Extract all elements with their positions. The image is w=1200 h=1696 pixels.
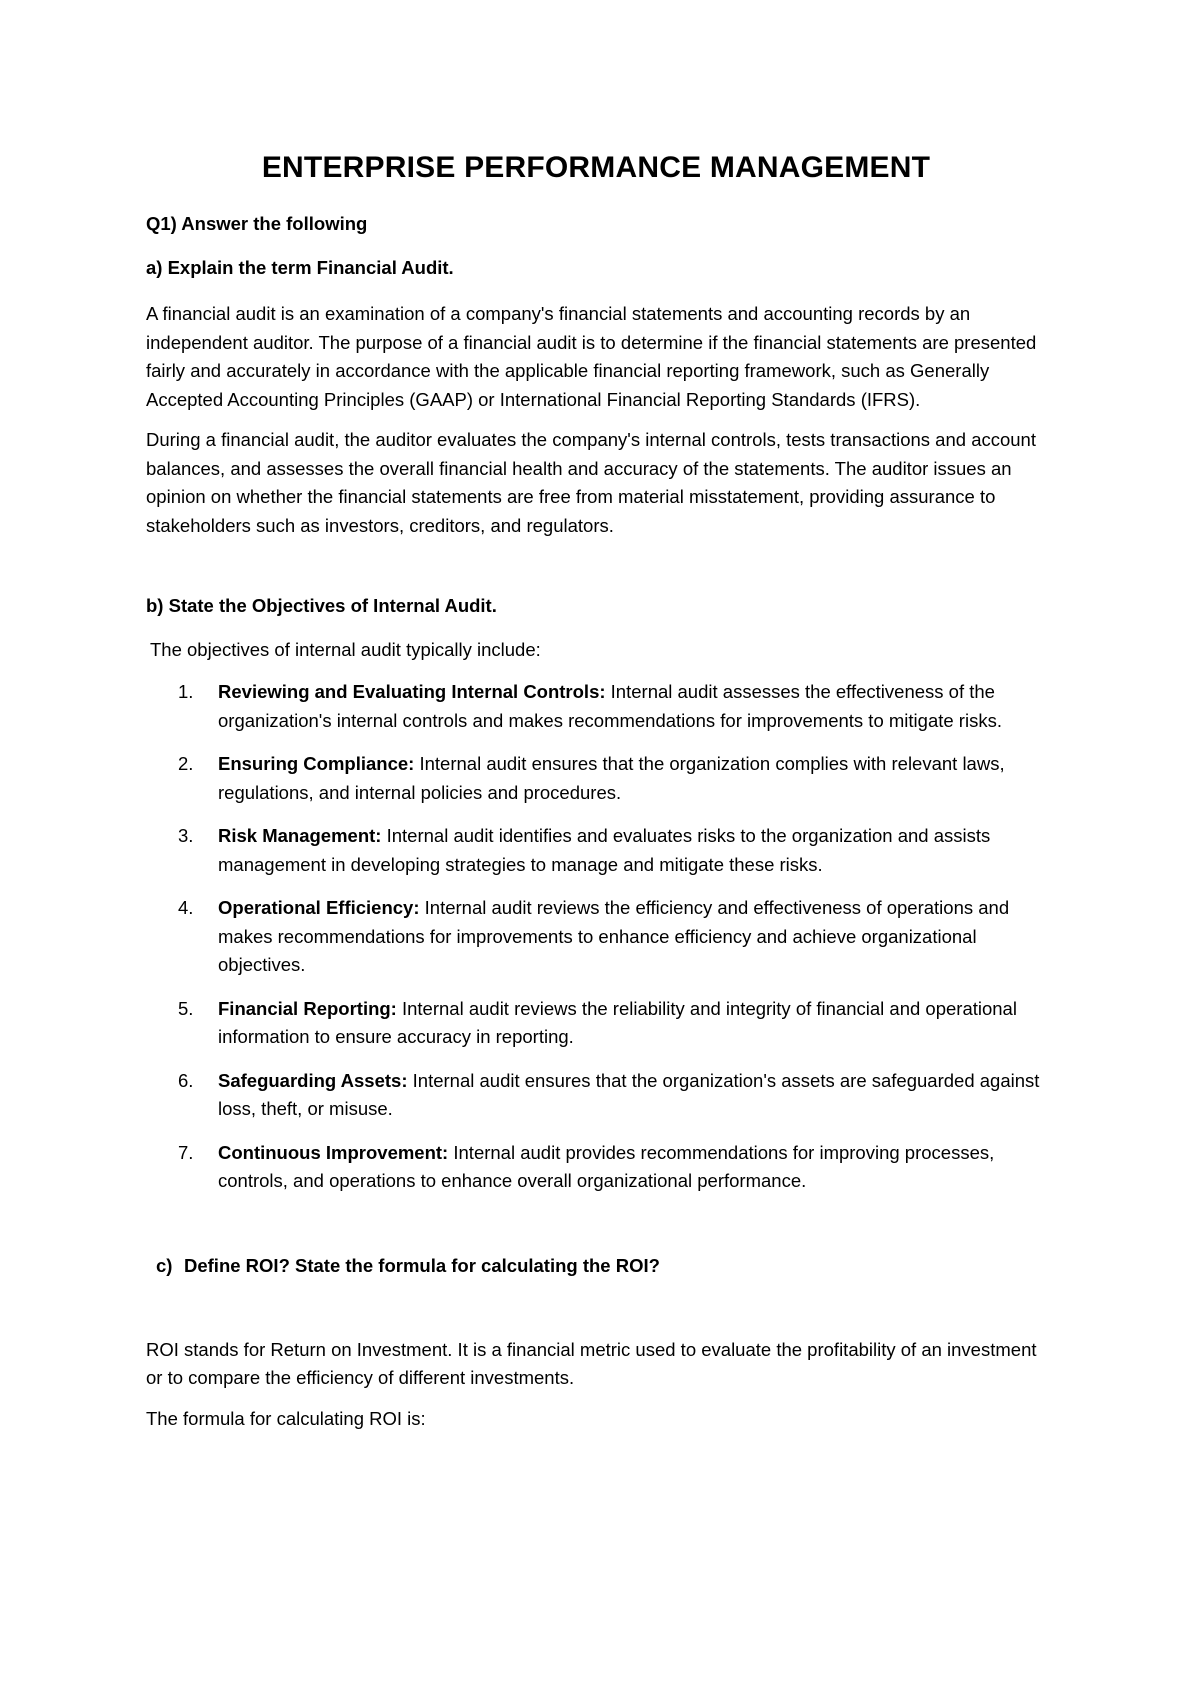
objective-text: Internal audit ensures that the organization complies with relevant laws, regulations, and internal policies and procedures. xyxy=(218,753,1005,803)
objective-item xyxy=(146,678,1046,735)
objective-text: Internal audit ensures that the organization's assets are safeguarded against loss, theft, or misuse. xyxy=(218,1069,1040,1119)
objective-term: Ensuring Compliance: xyxy=(218,753,415,774)
objective-item xyxy=(146,1139,1046,1196)
objective-term: Safeguarding Assets: xyxy=(218,1069,408,1091)
section-b-heading: b) State the Objectives of Internal Audit. xyxy=(146,595,497,616)
objectives-list xyxy=(146,678,1046,1196)
question-heading: Q1) Answer the following xyxy=(146,213,368,234)
objective-number: 5. xyxy=(178,997,194,1019)
objective-number: 7. xyxy=(178,1141,194,1163)
section-b-intro: The objectives of internal audit typically include: xyxy=(150,639,541,660)
objective-term: Reviewing and Evaluating Internal Controls: xyxy=(218,681,606,702)
objective-number: 2. xyxy=(178,753,194,774)
objective-text: Internal audit reviews the efficiency and effectiveness of operations and makes recommendations for improvements to enhance efficiency and achieve organizational objectives. xyxy=(218,897,1010,975)
section-a-paragraph-2: During a financial audit, the auditor evaluates the company's internal controls, tests transactions and account balances, and assesses the overall financial health and accuracy of the statements. The auditor issues an opinion on whether the financial statements are free from material misstatement, providing assurance to stakeholders such as investors, creditors, and regulators. xyxy=(146,429,1036,536)
objective-item xyxy=(146,1067,1046,1124)
section-c-letter: c) xyxy=(156,1254,173,1276)
section-c-heading-text: Define ROI? State the formula for calculating the ROI? xyxy=(184,1254,660,1276)
document-content xyxy=(146,150,1046,1433)
objective-number: 3. xyxy=(178,825,194,846)
section-a-heading: a) Explain the term Financial Audit. xyxy=(146,257,454,278)
objective-term: Risk Management: xyxy=(218,825,382,846)
document-title: ENTERPRISE PERFORMANCE MANAGEMENT xyxy=(261,151,931,184)
objective-number: 6. xyxy=(178,1069,194,1091)
section-c-paragraph-1: ROI stands for Return on Investment. It is a financial metric used to evaluate the profitability of an investment or to compare the efficiency of different investments. xyxy=(146,1338,1037,1388)
objective-number: 1. xyxy=(178,681,194,702)
objective-term: Operational Efficiency: xyxy=(218,897,420,918)
objective-text: Internal audit assesses the effectiveness of the organization's internal controls and makes recommendations for improvements to mitigate risks. xyxy=(218,681,1002,731)
objective-item xyxy=(146,894,1046,980)
objective-term: Continuous Improvement: xyxy=(218,1141,449,1163)
section-a-paragraph-1: A financial audit is an examination of a company's financial statements and accounting records by an independent auditor. The purpose of a financial audit is to determine if the financial statements are presented fairly and accurately in accordance with the applicable financial reporting framework, such as Generally Accepted Accounting Principles (GAAP) or International Financial Reporting Standards (IFRS). xyxy=(146,303,1037,410)
objective-text: Internal audit provides recommendations for improving processes, controls, and operations to enhance overall organizational performance. xyxy=(218,1141,995,1191)
objective-item xyxy=(146,750,1046,807)
section-c-paragraph-2: The formula for calculating ROI is: xyxy=(146,1407,426,1429)
objective-item xyxy=(146,822,1046,879)
objective-item xyxy=(146,995,1046,1052)
objective-text: Internal audit identifies and evaluates risks to the organization and assists management in developing strategies to manage and mitigate these risks. xyxy=(218,825,991,875)
objective-number: 4. xyxy=(178,897,194,918)
objective-term: Financial Reporting: xyxy=(218,997,397,1019)
objective-text: Internal audit reviews the reliability and integrity of financial and operational information to ensure accuracy in reporting. xyxy=(218,997,1017,1047)
section-c-heading xyxy=(156,1252,1046,1280)
